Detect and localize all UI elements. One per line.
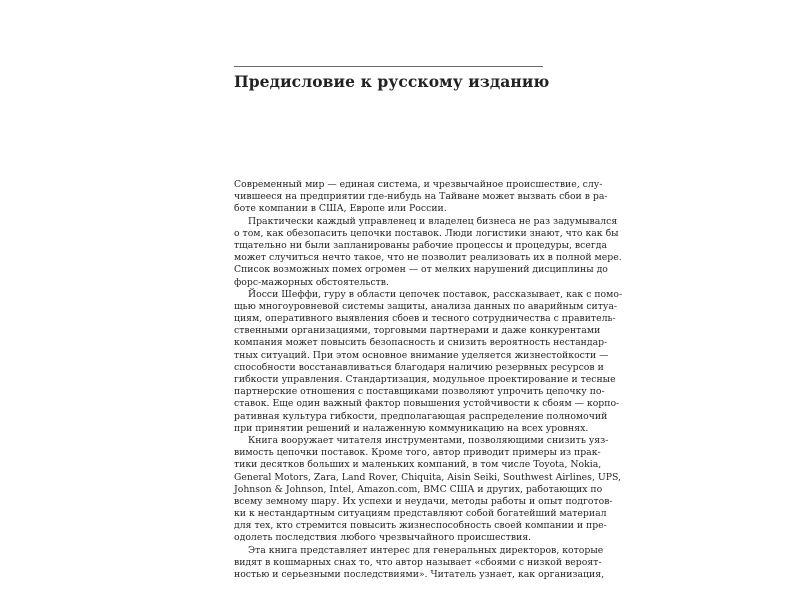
text-line: может случиться нечто такое, что не позволит реализовать их в полной мере.	[234, 252, 622, 264]
body-text	[234, 179, 623, 581]
text-line: вимость цепочки поставок. Кроме того, автор приводит примеры из прак-	[234, 447, 601, 459]
text-line: Список возможных помех огромен — от мелких нарушений дисциплины до	[234, 264, 608, 276]
text-line: ративная культура гибкости, предполагающая распределение полномочий	[234, 410, 608, 422]
paragraph	[234, 434, 621, 545]
text-line: способности восстанавливаться благодаря наличию резервных ресурсов и	[234, 361, 604, 373]
text-line: ностью и серьезными последствиями». Читатель узнает, как организация,	[234, 569, 605, 580]
page-title: Предисловие к русскому изданию	[234, 72, 550, 91]
text-line: Эта книга представляет интерес для генеральных директоров, которые	[248, 544, 604, 556]
text-line: ки к нестандартным ситуациям представляют собой богатейший материал	[234, 508, 607, 520]
text-line: одолеть последствия любого чрезвычайного происшествия.	[234, 532, 532, 544]
text-line: при принятии решений и налаженную коммуникацию на всех уровнях.	[234, 422, 589, 434]
text-line: для тех, кто стремится повысить жизнеспособность своей компании и пре-	[234, 520, 607, 532]
text-line: компания может повысить безопасность и снизить вероятность нестандар-	[234, 337, 608, 349]
text-line: тных ситуаций. При этом основное внимание уделяется жизнестойкости —	[234, 349, 609, 361]
text-line: партнерские отношения с поставщиками позволяют упрочить цепочку по-	[234, 386, 605, 398]
heading-rule	[234, 66, 543, 67]
paragraph	[234, 215, 622, 289]
text-line: Современный мир — единая система, и чрезвычайное происшествие, слу-	[234, 179, 603, 190]
text-line: Книга вооружает читателя инструментами, позволяющими снизить уяз-	[248, 434, 609, 446]
text-line: всему земному шару. Их успехи и неудачи, методы работы и опыт подготов-	[234, 495, 613, 507]
text-line: ственными организациями, торговыми партнерами и даже конкурентами	[234, 325, 601, 337]
text-line: форс-мажорных обстоятельств.	[234, 276, 390, 288]
text-line: General Motors, Zara, Land Rover, Chiquita, Aisin Seiki, Southwest Airlines, UPS,	[234, 471, 621, 483]
text-line: тщательно ни были запланированы рабочие процессы и процедуры, всегда	[234, 239, 608, 251]
text-line: чившееся на предприятии где-нибудь на Тайване может вызвать сбои в ра-	[234, 191, 608, 203]
text-line: щью многоуровневой системы защиты, анализа данных по аварийным ситуа-	[234, 300, 618, 312]
text-line: Йосси Шеффи, гуру в области цепочек поставок, рассказывает, как с помо-	[248, 288, 623, 300]
paragraph	[234, 544, 605, 582]
text-line: ставок. Еще один важный фактор повышения устойчивости к сбоям — корпо-	[234, 398, 620, 410]
text-line: видят в кошмарных снах то, что автор называет «сбоями с низкой вероят-	[234, 556, 602, 568]
text-line: о том, как обезопасить цепочки поставок. Люди логистики знают, что как бы	[234, 227, 619, 239]
text-line: циям, оперативного выявления сбоев и тесного сотрудничества с правитель-	[234, 313, 616, 325]
paragraph	[234, 179, 608, 216]
text-line: боте компании в США, Европе или России.	[234, 203, 447, 215]
text-line: Практически каждый управленец и владелец бизнеса не раз задумывался	[248, 215, 618, 227]
text-line: тики десятков больших и маленьких компаний, в том числе Toyota, Nokia,	[234, 459, 602, 471]
text-line: гибкости управления. Стандартизация, модульное проектирование и тесные	[234, 374, 616, 385]
paragraph	[234, 288, 623, 435]
text-line: Johnson & Johnson, Intel, Amazon.com, ВМС США и других, работающих по	[234, 483, 603, 495]
